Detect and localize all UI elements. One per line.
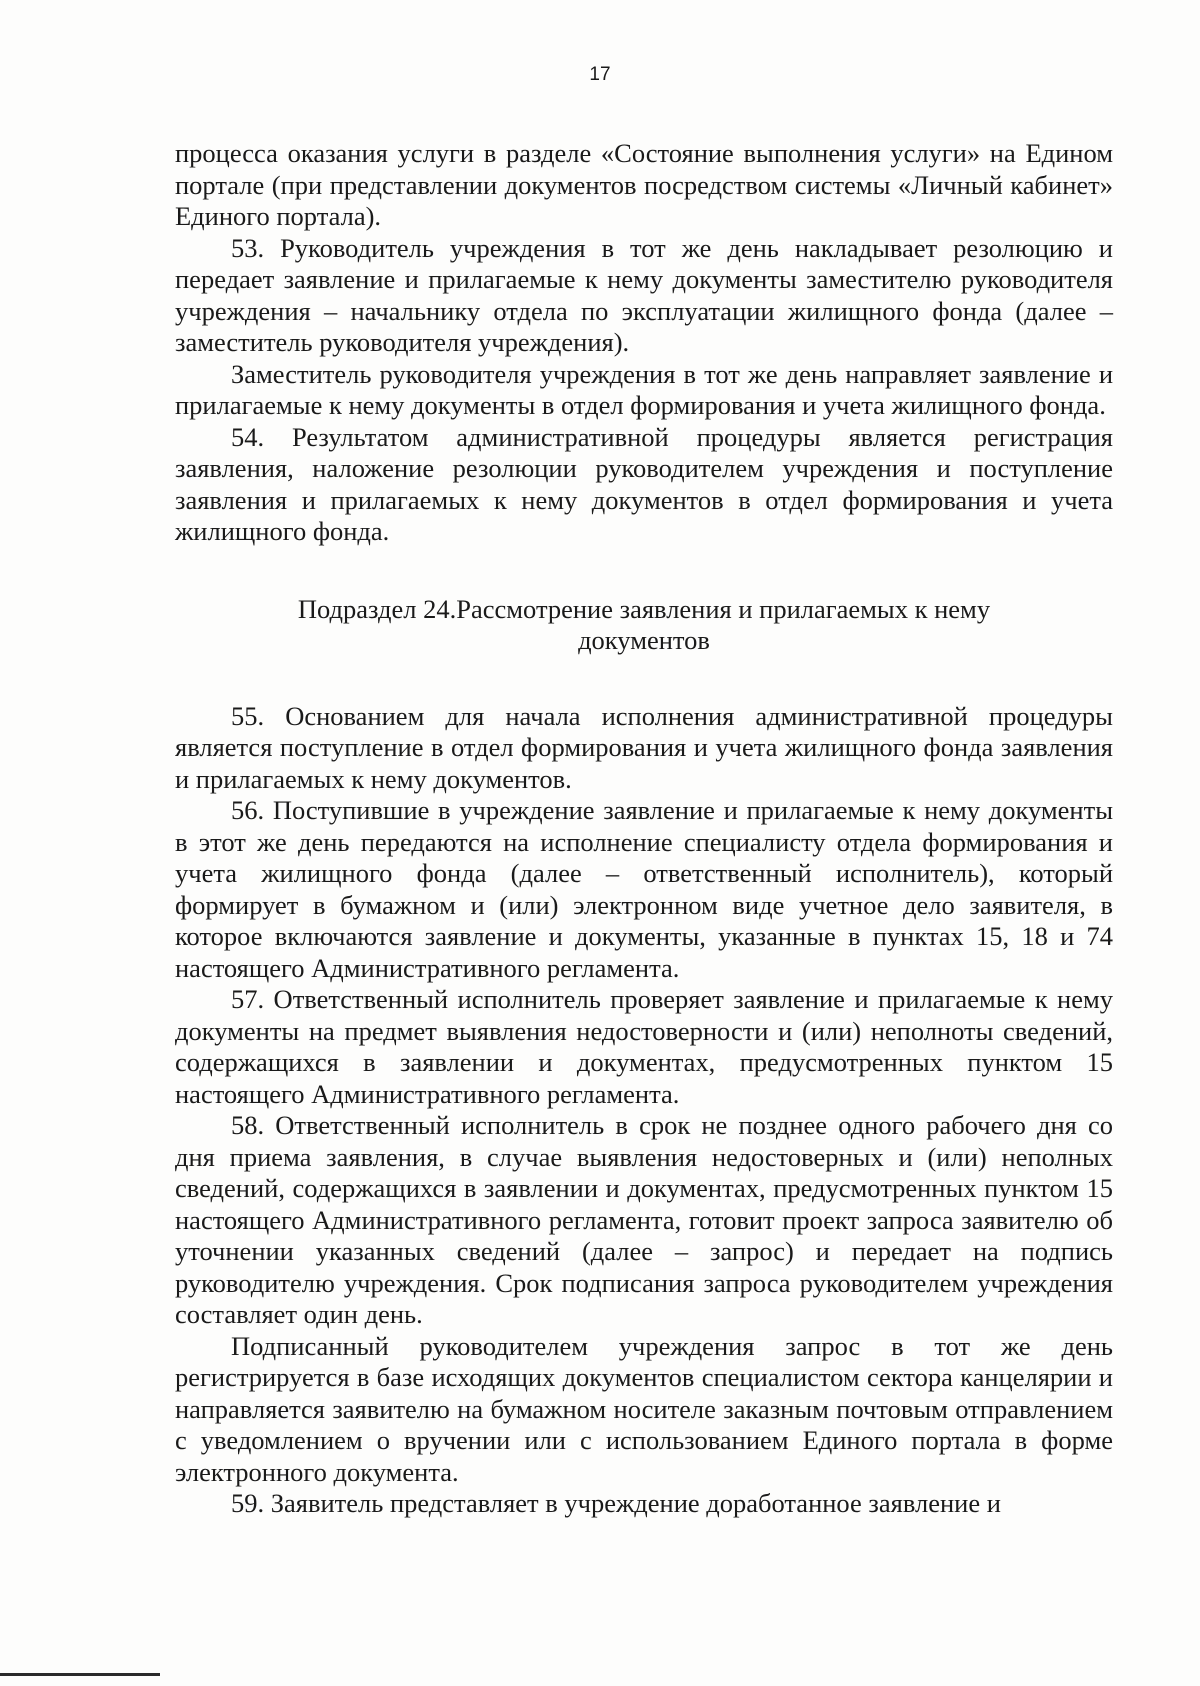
paragraph-58: 58. Ответственный исполнитель в срок не позднее одного рабочего дня со дня приема заявления, в случае выявления недостоверных и (или) неполных сведений, содержащихся в заявлении и документах, предусмотренных пунктом 15 настоящего Административного регламента, готовит проект запроса заявителю об уточнении указанных сведений (далее – запрос) и передает на подпись руководителю учреждения. Срок подписания запроса руководителем учреждения составляет один день. bbox=[175, 1110, 1113, 1329]
paragraph-53: 53. Руководитель учреждения в тот же день накладывает резолюцию и передает заявление и прилагаемые к нему документы заместителю руководителя учреждения – начальнику отдела по эксплуатации жилищного фонда (далее – заместитель руководителя учреждения). bbox=[175, 232, 1113, 357]
paragraph-58-signed: Подписанный руководителем учреждения запрос в тот же день регистрируется в базе исходящих документов специалистом сектора канцелярии и направляется заявителю на бумажном носителе заказным почтовым отправлением с уведомлением о вручении или с использованием Единого портала в форме электронного документа. bbox=[175, 1330, 1113, 1487]
paragraph-54: 54. Результатом административной процедуры является регистрация заявления, наложение резолюции руководителем учреждения и поступление заявления и прилагаемых к нему документов в отдел формирования и учета жилищного фонда. bbox=[175, 421, 1113, 546]
paragraph-57: 57. Ответственный исполнитель проверяет заявление и прилагаемые к нему документы на предмет выявления недостоверности и (или) неполноты сведений, содержащихся в заявлении и документах, предусмотренных пунктом 15 настоящего Административного регламента. bbox=[175, 984, 1113, 1109]
paragraph-continuation: процесса оказания услуги в разделе «Состояние выполнения услуги» на Едином портале (при представлении документов посредством системы «Личный кабинет» Единого портала). bbox=[175, 138, 1113, 231]
paragraph-56: 56. Поступившие в учреждение заявление и прилагаемые к нему документы в этот же день передаются на исполнение специалисту отдела формирования и учета жилищного фонда (далее – ответственный исполнитель), который формирует в бумажном и (или) электронном виде учетное дело заявителя, в которое включаются заявление и документы, указанные в пунктах 15, 18 и 74 настоящего Административного регламента. bbox=[175, 795, 1113, 983]
paragraph-55: 55. Основанием для начала исполнения административной процедуры является поступление в отдел формирования и учета жилищного фонда заявления и прилагаемых к нему документов. bbox=[175, 700, 1113, 794]
paragraph-59: 59. Заявитель представляет в учреждение доработанное заявление и bbox=[231, 1488, 1001, 1518]
paragraph-53-deputy: Заместитель руководителя учреждения в тот же день направляет заявление и прилагаемые к нему документы в отдел формирования и учета жилищного фонда. bbox=[175, 358, 1113, 420]
scan-edge-mark bbox=[0, 1673, 160, 1676]
page-number: 17 bbox=[589, 64, 611, 85]
section-heading: Подраздел 24.Рассмотрение заявления и прилагаемых к нему документов bbox=[297, 593, 991, 655]
document-body bbox=[175, 138, 1113, 1520]
